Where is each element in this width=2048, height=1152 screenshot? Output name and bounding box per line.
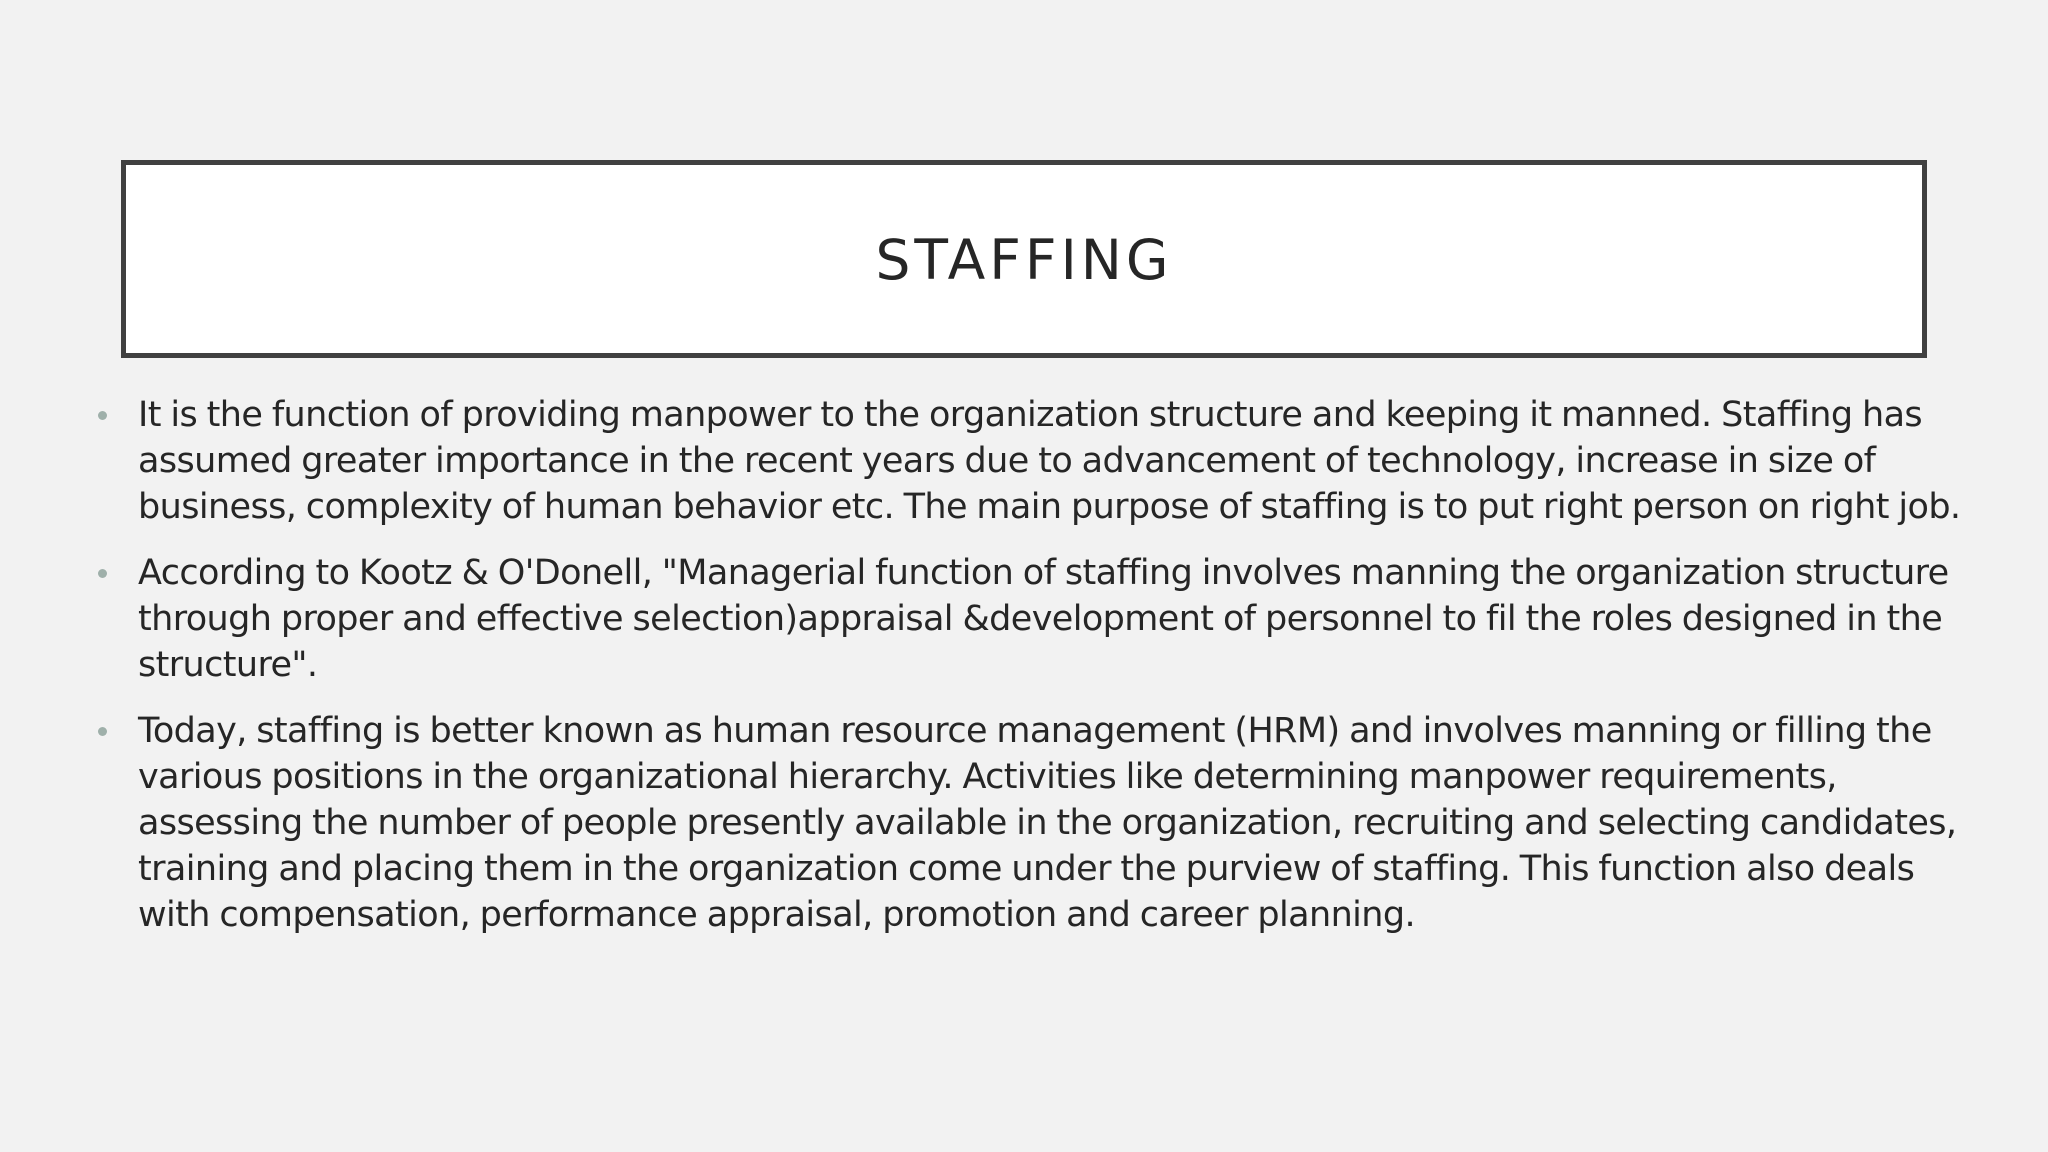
title-box <box>121 160 1927 358</box>
bullet-text: Today, staffing is better known as human resource management (HRM) and involves manning or filling the various positions in the organizational hierarchy. Activities like determining manpower requirements, assessing the number of people presently available in the organization, recruiting and selecting candidates, training and placing them in the organization come under the purview of staffing. This function also deals with compensation, performance appraisal, promotion and career planning. <box>138 711 1957 935</box>
bullet-item <box>98 550 1978 688</box>
bullet-item <box>98 392 1978 530</box>
bullet-dot-icon <box>98 411 107 420</box>
slide-title: STAFFING <box>875 228 1173 292</box>
bullet-text: According to Kootz & O'Donell, "Managerial function of staffing involves manning the organization structure through proper and effective selection)appraisal &development of personnel to fil the roles designed in the structure". <box>138 553 1949 685</box>
bullet-dot-icon <box>98 727 107 736</box>
bullet-item <box>98 708 1978 938</box>
bullet-list <box>98 392 1978 958</box>
bullet-text: It is the function of providing manpower to the organization structure and keeping it manned. Staffing has assumed greater importance in the recent years due to advancement of technology, increase in size of business, complexity of human behavior etc. The main purpose of staffing is to put right person on right job. <box>138 395 1961 527</box>
bullet-dot-icon <box>98 569 107 578</box>
